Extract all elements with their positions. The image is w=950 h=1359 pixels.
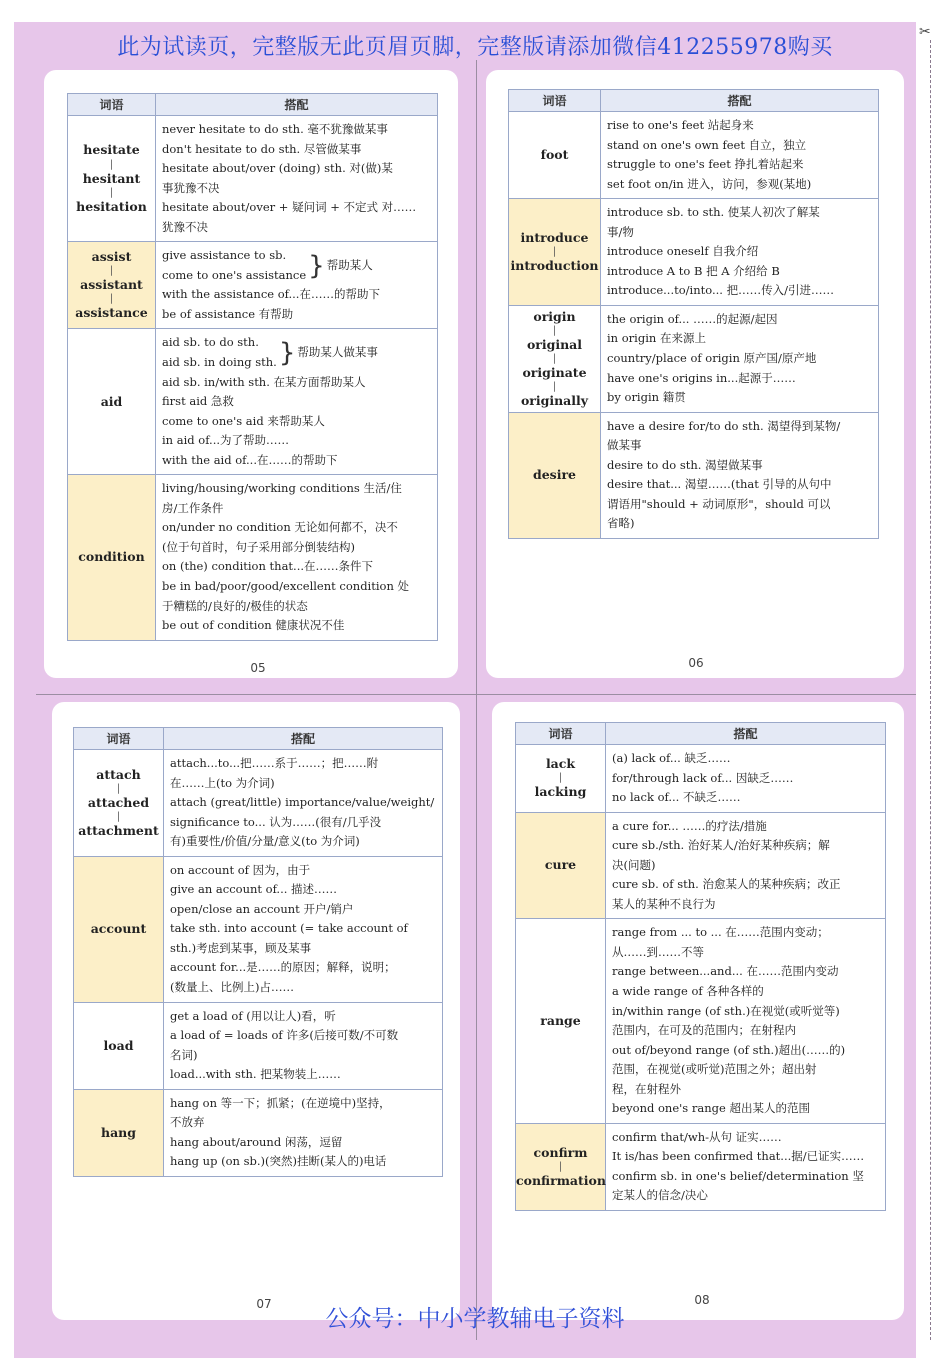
headword: range	[540, 1013, 581, 1029]
word-separator: |	[116, 782, 121, 794]
collocation-line: introduce A to B 把 A 介绍给 B	[607, 263, 780, 278]
collocation-line: beyond one's range 超出某人的范围	[612, 1101, 810, 1116]
collocation-line: on/under no condition 无论如何都不，决不	[162, 520, 398, 535]
collocation-line: 事犹豫不决	[162, 180, 220, 195]
collocation-cell	[156, 242, 438, 329]
vocab-table-page-08	[515, 722, 886, 1211]
vocab-table-page-07	[73, 727, 443, 1177]
headword: load	[103, 1037, 134, 1053]
headword: origin	[533, 308, 576, 324]
collocation-line: hang on 等一下；抓紧；(在逆境中)坚持，	[170, 1095, 391, 1110]
collocation-line: living/housing/working conditions 生活/住	[162, 481, 402, 496]
cut-line-horizontal	[36, 694, 916, 695]
header-collocation: 搭配	[601, 90, 879, 112]
collocation-line: 程，在射程外	[612, 1081, 681, 1096]
word-cell	[516, 919, 606, 1123]
word-cell	[516, 812, 606, 919]
collocation-line: come to one's assistance	[162, 267, 307, 282]
dashed-cut-guide	[930, 40, 931, 1340]
collocation-line: give assistance to sb.	[162, 248, 287, 263]
collocation-line: a load of = loads of 许多(后接可数/不可数	[170, 1028, 399, 1043]
headword: originate	[522, 364, 587, 380]
collocation-line: significance to... 认为……(很有/几乎没	[170, 814, 382, 829]
header-word: 词语	[68, 94, 156, 116]
collocation-line: introduce...to/into... 把……传入/引进……	[607, 283, 834, 298]
collocation-line: first aid 急救	[162, 394, 234, 409]
collocation-line: be of assistance 有帮助	[162, 306, 294, 321]
word-cell	[509, 112, 601, 199]
collocation-cell	[606, 812, 886, 919]
collocation-cell	[156, 475, 438, 640]
collocation-line: with the aid of...在……的帮助下	[162, 452, 338, 467]
headword: hesitant	[82, 170, 141, 186]
collocation-line: open/close an account 开户/销户	[170, 901, 354, 916]
collocation-line: aid sb. in doing sth.	[162, 355, 277, 370]
collocation-line: cure sb. of sth. 治愈某人的某种疾病；改正	[612, 877, 841, 892]
collocation-line: 事/物	[607, 224, 634, 239]
collocation-line: range from ... to ... 在……范围内变动；	[612, 925, 829, 940]
header-word: 词语	[509, 90, 601, 112]
collocation-line: 不放弃	[170, 1115, 205, 1130]
collocation-cell	[601, 305, 879, 412]
collocation-line: don't hesitate to do sth. 尽管做某事	[162, 141, 362, 156]
collocation-line: 有)重要性/价值/分量/意义(to 为介词)	[170, 834, 360, 849]
collocation-line: sth.)考虑到某事，顾及某事	[170, 940, 312, 955]
collocation-line: attach (great/little) importance/value/weight/	[170, 795, 435, 810]
word-separator: |	[552, 324, 557, 336]
word-cell	[509, 199, 601, 306]
collocation-line: hesitate about/over + 疑问词 + 不定式 对……	[162, 200, 417, 215]
collocation-cell	[164, 856, 443, 1002]
header-collocation: 搭配	[164, 728, 443, 750]
word-separator: |	[558, 1160, 563, 1172]
table-row	[68, 242, 438, 329]
scissors-icon: ✂	[919, 24, 931, 40]
headword: confirmation	[516, 1172, 606, 1188]
collocation-line: 谓语用"should + 动词原形"，should 可以	[607, 496, 831, 511]
page-number-07: 07	[256, 1297, 272, 1311]
headword: originally	[520, 392, 589, 408]
word-cell	[68, 475, 156, 640]
collocation-line: aid sb. in/with sth. 在某方面帮助某人	[162, 374, 366, 389]
collocation-line: confirm sb. in one's belief/determination 坚	[612, 1168, 864, 1183]
collocation-line: struggle to one's feet 挣扎着站起来	[607, 157, 804, 172]
collocation-line: give an account of... 描述……	[170, 882, 338, 897]
headword: introduction	[510, 258, 599, 274]
table-row	[509, 412, 879, 538]
collocation-line: introduce oneself 自我介绍	[607, 244, 759, 259]
word-cell	[68, 116, 156, 242]
headword: aid	[100, 393, 123, 409]
collocation-line: a wide range of 各种各样的	[612, 984, 764, 999]
table-row	[74, 1089, 443, 1176]
collocation-line: 范围内，在可及的范围内；在射程内	[612, 1023, 796, 1038]
word-cell	[509, 412, 601, 538]
headword: hesitation	[76, 198, 147, 214]
collocation-line: on account of 因为，由于	[170, 862, 311, 877]
collocation-line: It is/has been confirmed that...据/已证实……	[612, 1149, 865, 1164]
collocation-line: cure sb./sth. 治好某人/治好某种疾病；解	[612, 838, 830, 853]
collocation-line: set foot on/in 进入，访问，参观(某地)	[607, 176, 812, 191]
headword: desire	[532, 467, 577, 483]
collocation-line: hesitate about/over (doing) sth. 对(做)某	[162, 161, 393, 176]
header-collocation: 搭配	[606, 723, 886, 745]
brace-group	[162, 333, 431, 372]
collocation-line: 范围，在视觉(或听觉)范围之外；超出射	[612, 1062, 817, 1077]
collocation-line: desire that... 渴望……(that 引导的从句中	[607, 477, 832, 492]
collocation-line: 决(问题)	[612, 857, 656, 872]
collocation-line: be out of condition 健康状况不佳	[162, 618, 345, 633]
collocation-line: come to one's aid 来帮助某人	[162, 413, 325, 428]
table-row	[74, 856, 443, 1002]
page-number-08: 08	[694, 1293, 710, 1307]
collocation-line: 定某人的信念/决心	[612, 1188, 708, 1203]
collocation-line: in aid of...为了帮助……	[162, 433, 290, 448]
word-cell	[509, 305, 601, 412]
table-row	[68, 116, 438, 242]
word-separator: |	[109, 186, 114, 198]
collocation-line: (a) lack of... 缺乏……	[612, 751, 731, 765]
headword: assistance	[75, 305, 148, 321]
collocation-line: aid sb. to do sth.	[162, 335, 259, 350]
word-cell	[74, 1002, 164, 1089]
header-collocation: 搭配	[156, 94, 438, 116]
page-number-05: 05	[250, 661, 266, 675]
headword: cure	[544, 857, 577, 873]
headword: foot	[540, 147, 569, 163]
table-row	[516, 745, 886, 813]
collocation-line: have a desire for/to do sth. 渴望得到某物/	[607, 418, 841, 433]
word-cell	[516, 1123, 606, 1210]
collocation-line: for/through lack of... 因缺乏……	[612, 770, 794, 785]
word-cell	[74, 856, 164, 1002]
headword: hang	[100, 1124, 137, 1140]
collocation-line: get a load of (用以让人)看，听	[170, 1008, 336, 1023]
table-row	[516, 919, 886, 1123]
collocation-cell	[164, 1002, 443, 1089]
collocation-line: stand on one's own feet 自立，独立	[607, 137, 807, 152]
word-cell	[74, 1089, 164, 1176]
collocation-line: the origin of... ……的起源/起因	[607, 311, 778, 326]
collocation-line: attach...to...把……系于……；把……附	[170, 756, 379, 770]
headword: account	[90, 921, 147, 937]
collocation-line: on (the) condition that...在……条件下	[162, 559, 374, 574]
collocation-line: by origin 籍贯	[607, 390, 686, 405]
collocation-line: hang about/around 闲荡，逗留	[170, 1134, 343, 1149]
page-number-06: 06	[688, 656, 704, 670]
watermark-top: 此为试读页，完整版无此页眉页脚，完整版请添加微信412255978购买	[117, 35, 833, 60]
headword: confirm	[533, 1144, 588, 1160]
collocation-line: have one's origins in...起源于……	[607, 370, 796, 385]
collocation-cell	[156, 116, 438, 242]
word-separator: |	[552, 380, 557, 392]
collocation-line: 房/工作条件	[162, 500, 224, 515]
headword: attached	[87, 794, 150, 810]
collocation-cell	[601, 412, 879, 538]
collocation-line: 犹豫不决	[162, 219, 208, 234]
headword: attach	[96, 766, 141, 782]
cut-line-vertical	[476, 60, 477, 1340]
vocab-table-page-06	[508, 89, 879, 539]
table-row	[516, 1123, 886, 1210]
headword: lacking	[534, 784, 587, 800]
word-cell	[516, 745, 606, 813]
brace-group	[162, 246, 431, 285]
collocation-cell	[164, 1089, 443, 1176]
collocation-line: 做某事	[607, 438, 642, 453]
collocation-line: country/place of origin 原产国/原产地	[607, 351, 817, 366]
collocation-line: desire to do sth. 渴望做某事	[607, 457, 763, 472]
word-separator: |	[552, 352, 557, 364]
vocab-table-page-05	[67, 93, 438, 641]
collocation-line: 在……上(to 为介词)	[170, 775, 275, 790]
headword: original	[526, 336, 583, 352]
table-row	[68, 475, 438, 640]
brace-symbol: }	[308, 250, 325, 281]
collocation-line: a cure for... ……的疗法/措施	[612, 818, 767, 833]
collocation-cell	[601, 112, 879, 199]
collocation-line: 名词)	[170, 1047, 198, 1062]
word-cell	[68, 242, 156, 329]
collocation-line: in origin 在来源上	[607, 331, 706, 346]
collocation-line: 于糟糕的/良好的/极佳的状态	[162, 598, 308, 613]
headword: introduce	[520, 229, 589, 245]
table-row	[68, 329, 438, 475]
collocation-line: introduce sb. to sth. 使某人初次了解某	[607, 205, 820, 220]
collocation-line: confirm that/wh-从句 证实……	[612, 1129, 782, 1144]
brace-symbol: }	[278, 338, 296, 369]
collocation-cell	[606, 745, 886, 813]
collocation-line: load...with sth. 把某物装上……	[170, 1067, 341, 1082]
brace-meaning: 帮助某人	[326, 258, 373, 273]
header-word: 词语	[74, 728, 164, 750]
collocation-line: be in bad/poor/good/excellent condition 处	[162, 579, 410, 594]
collocation-line: 从……到……不等	[612, 944, 704, 959]
collocation-cell	[606, 1123, 886, 1210]
header-word: 词语	[516, 723, 606, 745]
word-separator: |	[558, 772, 563, 784]
collocation-cell	[606, 919, 886, 1123]
collocation-line: in/within range (of sth.)在视觉(或听觉等)	[612, 1003, 840, 1018]
collocation-line: hang up (on sb.)(突然)挂断(某人的)电话	[170, 1154, 387, 1169]
headword: condition	[78, 549, 145, 565]
word-separator: |	[109, 158, 114, 170]
collocation-cell	[164, 750, 443, 857]
collocation-line: account for...是……的原因；解释，说明；	[170, 960, 396, 975]
collocation-line: 某人的某种不良行为	[612, 896, 716, 911]
brace-meaning: 帮助某人做某事	[297, 345, 378, 360]
word-separator: |	[552, 246, 557, 258]
watermark-bottom: 公众号：中小学教辅电子资料	[325, 1306, 625, 1332]
table-row	[516, 812, 886, 919]
collocation-line: (数量上、比例上)占……	[170, 980, 294, 995]
collocation-line: never hesitate to do sth. 毫不犹豫做某事	[162, 122, 388, 136]
headword: hesitate	[83, 142, 140, 158]
word-separator: |	[116, 810, 121, 822]
table-row	[509, 199, 879, 306]
collocation-line: take sth. into account (= take account of	[170, 921, 408, 936]
headword: lack	[545, 756, 576, 772]
collocation-line: 省略)	[607, 516, 635, 531]
word-cell	[74, 750, 164, 857]
collocation-line: with the assistance of...在……的帮助下	[162, 287, 380, 302]
collocation-line: out of/beyond range (of sth.)超出(……的)	[612, 1042, 846, 1057]
word-separator: |	[109, 265, 114, 277]
collocation-line: range between...and... 在……范围内变动	[612, 964, 839, 979]
table-row	[74, 1002, 443, 1089]
headword: assist	[91, 249, 132, 265]
collocation-cell	[156, 329, 438, 475]
table-row	[74, 750, 443, 857]
table-row	[509, 112, 879, 199]
collocation-line: rise to one's feet 站起身来	[607, 118, 754, 132]
word-cell	[68, 329, 156, 475]
headword: attachment	[78, 822, 159, 838]
collocation-line: (位于句首时，句子采用部分倒装结构)	[162, 539, 355, 554]
collocation-cell	[601, 199, 879, 306]
headword: assistant	[80, 277, 143, 293]
collocation-line: no lack of... 不缺乏……	[612, 790, 741, 805]
table-row	[509, 305, 879, 412]
word-separator: |	[109, 293, 114, 305]
